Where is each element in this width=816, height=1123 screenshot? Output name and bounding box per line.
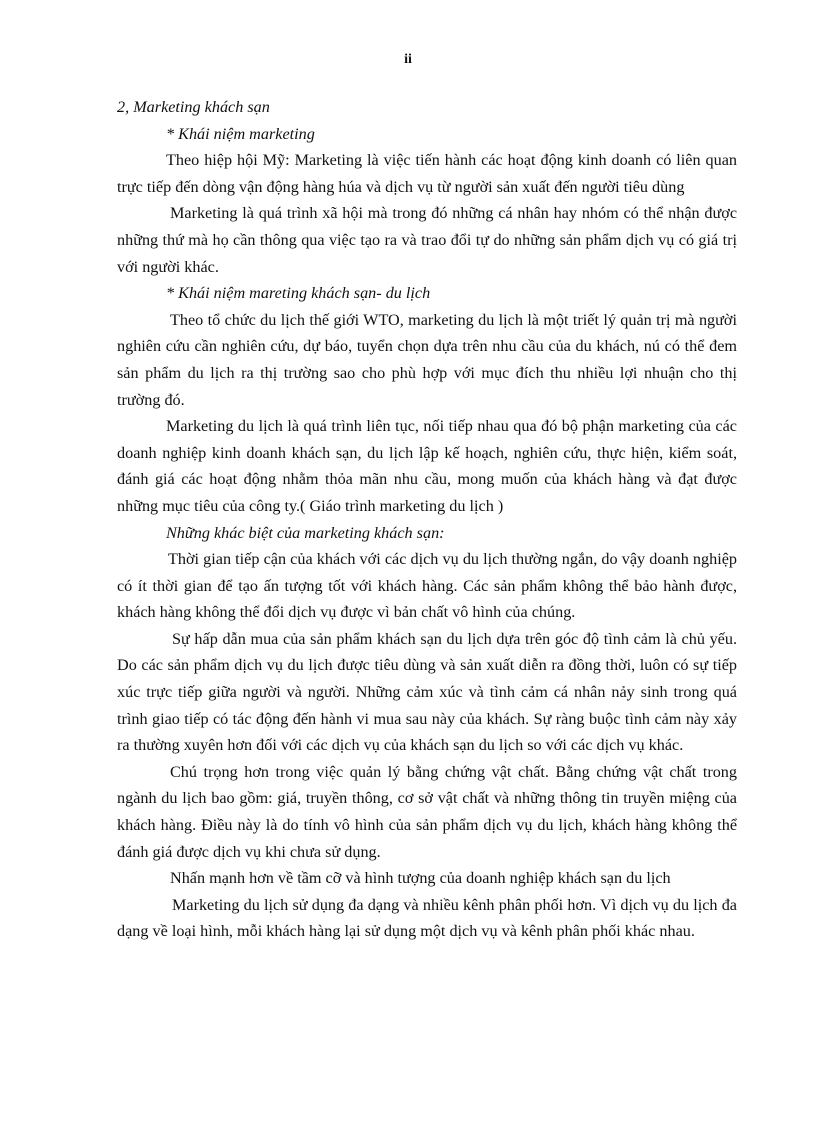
paragraph: Marketing du lịch là quá trình liên tục, nối tiếp nhau qua đó bộ phận marketing của các doanh nghiệp kinh doanh khách sạn, du lịch lập kế hoạch, nghiên cứu, thực hiện, kiểm soát, đánh giá các hoạt động nhằm thỏa mãn nhu cầu, mong muốn của khách hàng và đạt được những mục tiêu của công ty.( Giáo trình marketing du lịch ) — [117, 417, 737, 515]
paragraph: Marketing là quá trình xã hội mà trong đó những cá nhân hay nhóm có thể nhận được những thứ mà họ cần thông qua việc tạo ra và trao đổi tự do những sản phẩm dịch vụ có giá trị với người khác. — [117, 204, 737, 276]
section-title: 2, Marketing khách sạn — [117, 98, 270, 116]
paragraph: Marketing du lịch sử dụng đa dạng và nhiều kênh phân phối hơn. Vì dịch vụ du lịch đa dạng về loại hình, mỗi khách hàng lại sử dụng một dịch vụ và kênh phân phối khác nhau. — [117, 895, 737, 941]
paragraph: Theo hiệp hội Mỹ: Marketing là việc tiến hành các hoạt động kinh doanh có liên quan trực tiếp đến dòng vận động hàng húa và dịch vụ từ người sản xuất đến người tiêu dùng — [117, 151, 737, 196]
subheading-concept-hotel-marketing: * Khái niệm mareting khách sạn- du lịch — [166, 284, 431, 303]
subheading-differences: Những khác biệt của marketing khách sạn: — [166, 523, 445, 542]
paragraph: Theo tổ chức du lịch thế giới WTO, marketing du lịch là một triết lý quản trị mà người nghiên cứu cần nghiên cứu, dự báo, tuyển chọn dựa trên nhu cầu của du khách, nú có thể đem sản phẩm du lịch ra thị trường sao cho phù hợp với mục đích thu nhiều lợi nhuận cho thị trường đó. — [117, 310, 737, 409]
paragraph: Chú trọng hơn trong việc quản lý bằng chứng vật chất. Bằng chứng vật chất trong ngành du lịch bao gồm: giá, truyền thông, cơ sở vật chất và những thông tin truyền miệng của khách hàng. Điều này là do tính vô hình của sản phẩm dịch vụ du lịch, khách hàng không thể đánh giá được dịch vụ khi chưa sử dụng. — [117, 762, 737, 861]
paragraph: Sự hấp dẫn mua của sản phẩm khách sạn du lịch dựa trên góc độ tình cảm là chủ yếu. Do các sản phẩm dịch vụ du lịch được tiêu dùng và sản xuất diễn ra đồng thời, luôn có sự tiếp xúc trực tiếp giữa người và người. Những cảm xúc và tình cảm cá nhân nảy sinh trong quá trình giao tiếp có tác động đến hành vi mua sau này của khách. Sự ràng buộc tình cảm này xảy ra thường xuyên hơn đối với các dịch vụ của khách sạn du lịch so với các dịch vụ khác. — [117, 629, 737, 755]
paragraph: Thời gian tiếp cận của khách với các dịch vụ du lịch thường ngắn, do vậy doanh nghiệp có ít thời gian để tạo ấn tượng tốt với khách hàng. Các sản phẩm không thể bảo hành được, khách hàng không thể đổi dịch vụ được vì bản chất vô hình của chúng. — [117, 550, 737, 622]
page-number: ii — [404, 52, 412, 67]
document-content — [117, 94, 737, 945]
subheading-concept-marketing: * Khái niệm marketing — [166, 124, 315, 143]
paragraph: Nhấn mạnh hơn về tầm cỡ và hình tượng của doanh nghiệp khách sạn du lịch — [170, 869, 671, 888]
